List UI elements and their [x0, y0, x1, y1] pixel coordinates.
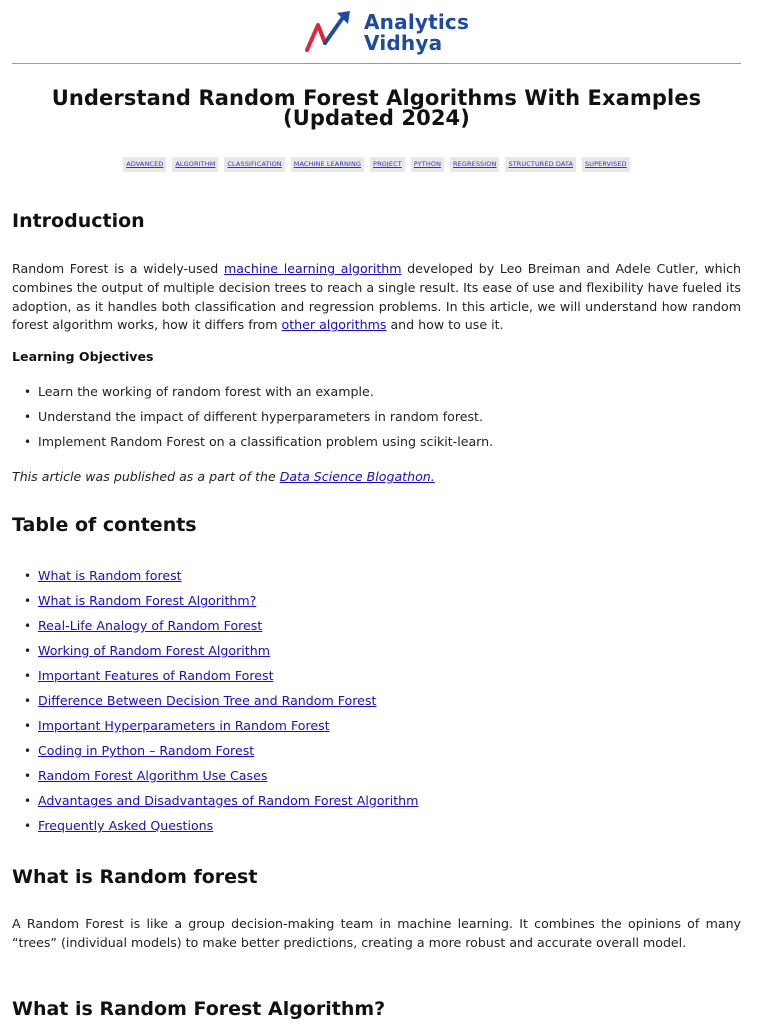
link-data-science-blogathon[interactable]: Data Science Blogathon. — [279, 469, 435, 484]
toc-item — [12, 692, 418, 717]
learning-objectives-heading: Learning Objectives — [12, 349, 154, 364]
toc-link-use-cases[interactable]: Random Forest Algorithm Use Cases — [38, 768, 268, 783]
tag-link[interactable]: ALGORITHM — [172, 157, 218, 172]
blogathon-text: This article was published as a part of the — [12, 469, 280, 484]
section-paragraph: A Random Forest is like a group decision-making team in machine learning. It combines the opinions of many “trees” (individual models) to make better predictions, creating a more robust and accurate overall model. — [12, 916, 741, 950]
toc-link-what-is-random-forest[interactable]: What is Random forest — [38, 568, 182, 583]
site-logo[interactable] — [304, 9, 474, 57]
intro-text-end: and how to use it. — [386, 317, 504, 333]
link-other-algorithms[interactable]: other algorithms — [281, 317, 387, 333]
toc-item — [12, 817, 418, 842]
toc-link-coding-python[interactable]: Coding in Python – Random Forest — [38, 743, 255, 758]
tag-list — [12, 157, 741, 172]
intro-heading: Introduction — [12, 210, 145, 232]
list-item: • Understand the impact of different hyperparameters in random forest. — [12, 408, 493, 433]
link-machine-learning-algorithm[interactable]: machine learning algorithm — [223, 261, 402, 276]
intro-text-start: Random Forest is a widely-used — [12, 261, 224, 276]
tag-link[interactable]: PROJECT — [370, 157, 405, 172]
site-header — [12, 0, 741, 64]
intro-text-middle: developed by Leo Breiman and Adele Cutler, which combines the output of multiple decision trees to reach a single result. Its ease of use and flexibility have fueled its adoption, as it handles both classification and regression problems. In this article, we will understand how random forest algorithm works, how it differs from — [12, 261, 741, 333]
toc-item — [12, 617, 418, 642]
section-heading-random-forest-algorithm: What is Random Forest Algorithm? — [12, 998, 386, 1020]
toc-link-hyperparameters[interactable]: Important Hyperparameters in Random Forest — [38, 718, 330, 733]
table-of-contents — [12, 567, 418, 842]
logo-text-vidhya: Vidhya — [364, 31, 443, 55]
toc-heading: Table of contents — [12, 514, 197, 536]
tag-link[interactable]: ADVANCED — [123, 157, 166, 172]
tag-link[interactable]: REGRESSION — [450, 157, 499, 172]
toc-item — [12, 767, 418, 792]
logo-text-analytics: Analytics — [364, 10, 470, 34]
toc-item — [12, 642, 418, 667]
toc-link-advantages[interactable]: Advantages and Disadvantages of Random Forest Algorithm — [38, 793, 419, 808]
tag-link[interactable]: STRUCTURED DATA — [505, 157, 576, 172]
toc-item — [12, 567, 418, 592]
learning-objectives-list — [12, 383, 493, 458]
intro-paragraph — [12, 260, 741, 335]
toc-link-faq[interactable]: Frequently Asked Questions — [38, 818, 214, 833]
toc-item — [12, 742, 418, 767]
toc-item — [12, 667, 418, 692]
toc-link-real-life-analogy[interactable]: Real-Life Analogy of Random Forest — [38, 618, 263, 633]
tag-link[interactable]: MACHINE LEARNING — [291, 157, 364, 172]
tag-link[interactable]: CLASSIFICATION — [224, 157, 284, 172]
toc-link-difference[interactable]: Difference Between Decision Tree and Random Forest — [38, 693, 377, 708]
toc-item — [12, 592, 418, 617]
toc-link-working[interactable]: Working of Random Forest Algorithm — [38, 643, 270, 658]
toc-item — [12, 792, 418, 817]
toc-item — [12, 717, 418, 742]
blogathon-note — [12, 468, 435, 486]
list-item: • Implement Random Forest on a classification problem using scikit-learn. — [12, 433, 493, 458]
list-item: • Learn the working of random forest with an example. — [12, 383, 493, 408]
toc-link-important-features[interactable]: Important Features of Random Forest — [38, 668, 274, 683]
tag-link[interactable]: PYTHON — [411, 157, 444, 172]
article-title: Understand Random Forest Algorithms With Examples (Updated 2024) — [51, 86, 702, 130]
toc-link-random-forest-algorithm[interactable]: What is Random Forest Algorithm? — [38, 593, 257, 608]
section-heading-what-is-random-forest: What is Random forest — [12, 866, 258, 888]
analytics-chart-icon — [304, 9, 362, 53]
tag-link[interactable]: SUPERVISED — [582, 157, 630, 172]
